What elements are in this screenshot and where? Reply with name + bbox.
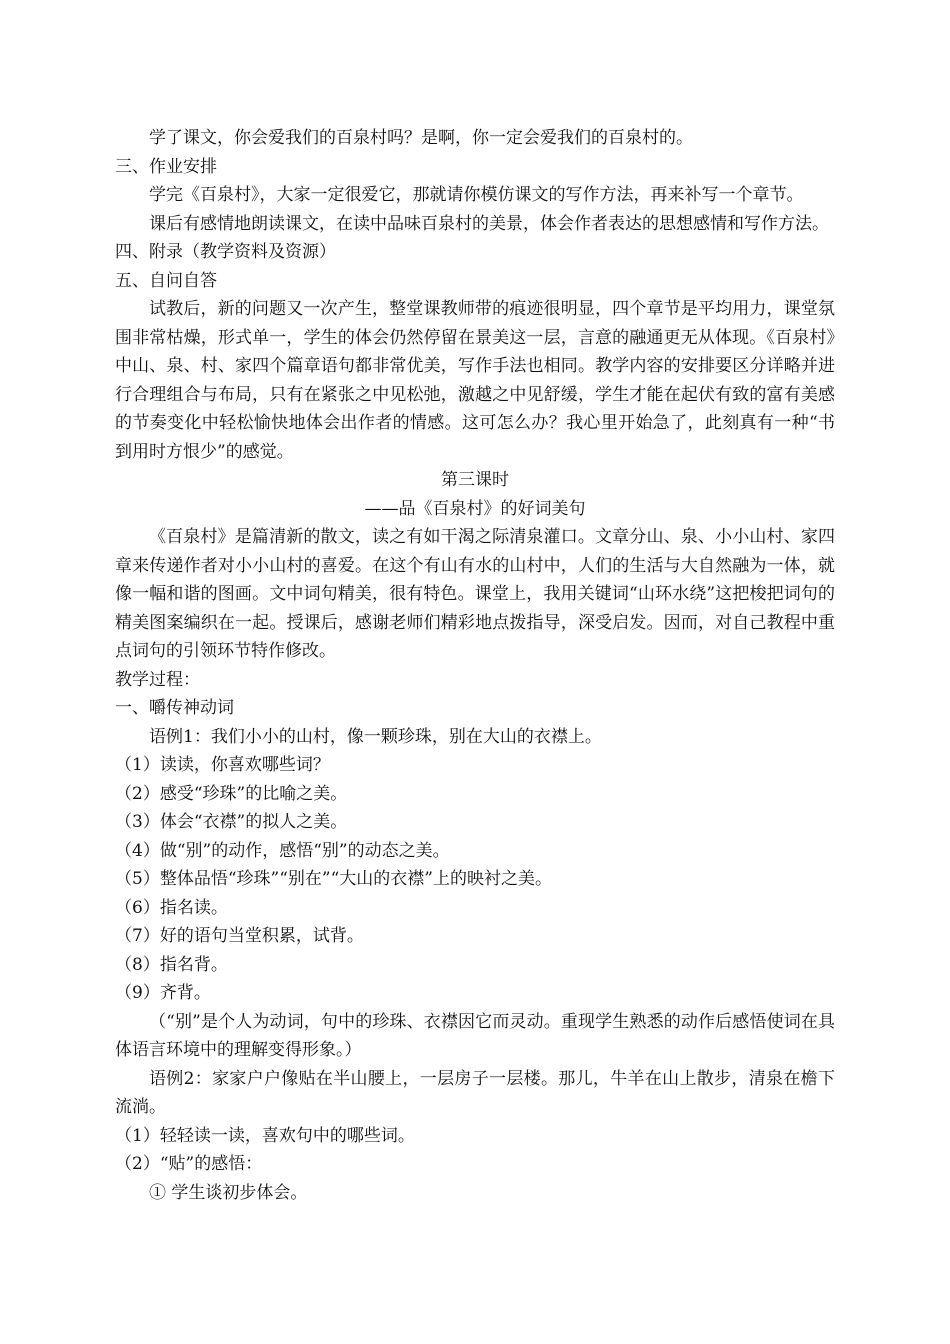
paragraph-homework-2: 课后有感情地朗读课文，在读中品味百泉村的美景，体会作者表达的思想感情和写作方法。: [149, 213, 829, 234]
list-item: （3）体会“衣襟”的拟人之美。: [115, 812, 348, 832]
list-item: （2）感受“珍珠”的比喻之美。: [115, 783, 348, 804]
document-body: [115, 124, 835, 1207]
paragraph-homework-1: 学完《百泉村》，大家一定很爱它，那就请你模仿课文的写作方法，再来补写一个章节。: [149, 185, 804, 205]
lesson-subtitle: ——品《百泉村》的好词美句: [364, 498, 586, 519]
paragraph-self-qa: 试教后，新的问题又一次产生，整堂课教师带的痕迹很明显，四个章节是平均用力，课堂氛围非常枯燥，形式单一，学生的体会仍然停留在景美这一层，言意的融通更无从体现。《百泉村》中山、泉、村、家四个篇章语句都非常优美，写作手法也相同。教学内容的安排要区分详略并进行合理组合与布局，只有在紧张之中见松弛，激越之中见舒缓，学生才能在起伏有致的富有美感的节奏变化中轻松愉快地体会出作者的情感。这可怎么办？我心里开始急了，此刻真有一种“书到用时方恨少”的感觉。: [115, 299, 835, 462]
list-item: （9）齐背。: [115, 983, 211, 1003]
paragraph-intro: 学了课文，你会爱我们的百泉村吗？是啊，你一定会爱我们的百泉村的。: [149, 128, 693, 148]
example-sentence-2: 语例2：家家户户像贴在半山腰上，一层房子一层楼。那儿，牛羊在山上散步，清泉在檐下流淌。: [115, 1068, 835, 1117]
list-item: （7）好的语句当堂积累，试背。: [115, 926, 364, 946]
section-heading-verbs: 一、嚼传神动词: [115, 698, 234, 718]
section-heading-homework: 三、作业安排: [115, 156, 217, 177]
lesson-title: 第三课时: [441, 470, 509, 490]
list-item: （5）整体品悟“珍珠”“别在”“大山的衣襟”上的映衬之美。: [115, 869, 552, 889]
list-item: （4）做“别”的动作，感悟“别”的动态之美。: [115, 840, 450, 861]
example-sentence-1: 语例1：我们小小的山村，像一颗珍珠，别在大山的衣襟上。: [149, 726, 602, 747]
paragraph-lesson-intro: 《百泉村》是篇清新的散文，读之有如干渴之际清泉灌口。文章分山、泉、小小山村、家四章来传递作者对小小山村的喜爱。在这个有山有水的山村中，人们的生活与大自然融为一体，就像一幅和谐的图画。文中词句精美，很有特色。课堂上，我用关键词“山环水绕”这把梭把词句的精美图案编织在一起。授课后，感谢老师们精彩地点拨指导，深受启发。因而，对自己教程中重点词句的引领环节特作修改。: [115, 527, 835, 661]
heading-teaching-process: 教学过程：: [115, 669, 200, 690]
paragraph-note-bie: （“别”是个人为动词，句中的珍珠、衣襟因它而灵动。重现学生熟悉的动作后感悟使词在具体语言环境中的理解变得形象。）: [115, 1011, 835, 1060]
list-item: ① 学生谈初步体会。: [149, 1182, 308, 1203]
list-item: （8）指名背。: [115, 954, 228, 975]
list-item: （1）轻轻读一读，喜欢句中的哪些词。: [115, 1125, 415, 1146]
list-item: （6）指名读。: [115, 897, 228, 918]
list-item: （2）“贴”的感悟：: [115, 1154, 263, 1174]
list-item: （1）读读，你喜欢哪些词？: [115, 755, 330, 775]
section-heading-appendix: 四、附录（教学资料及资源）: [115, 242, 336, 262]
section-heading-self-qa: 五、自问自答: [115, 270, 217, 291]
